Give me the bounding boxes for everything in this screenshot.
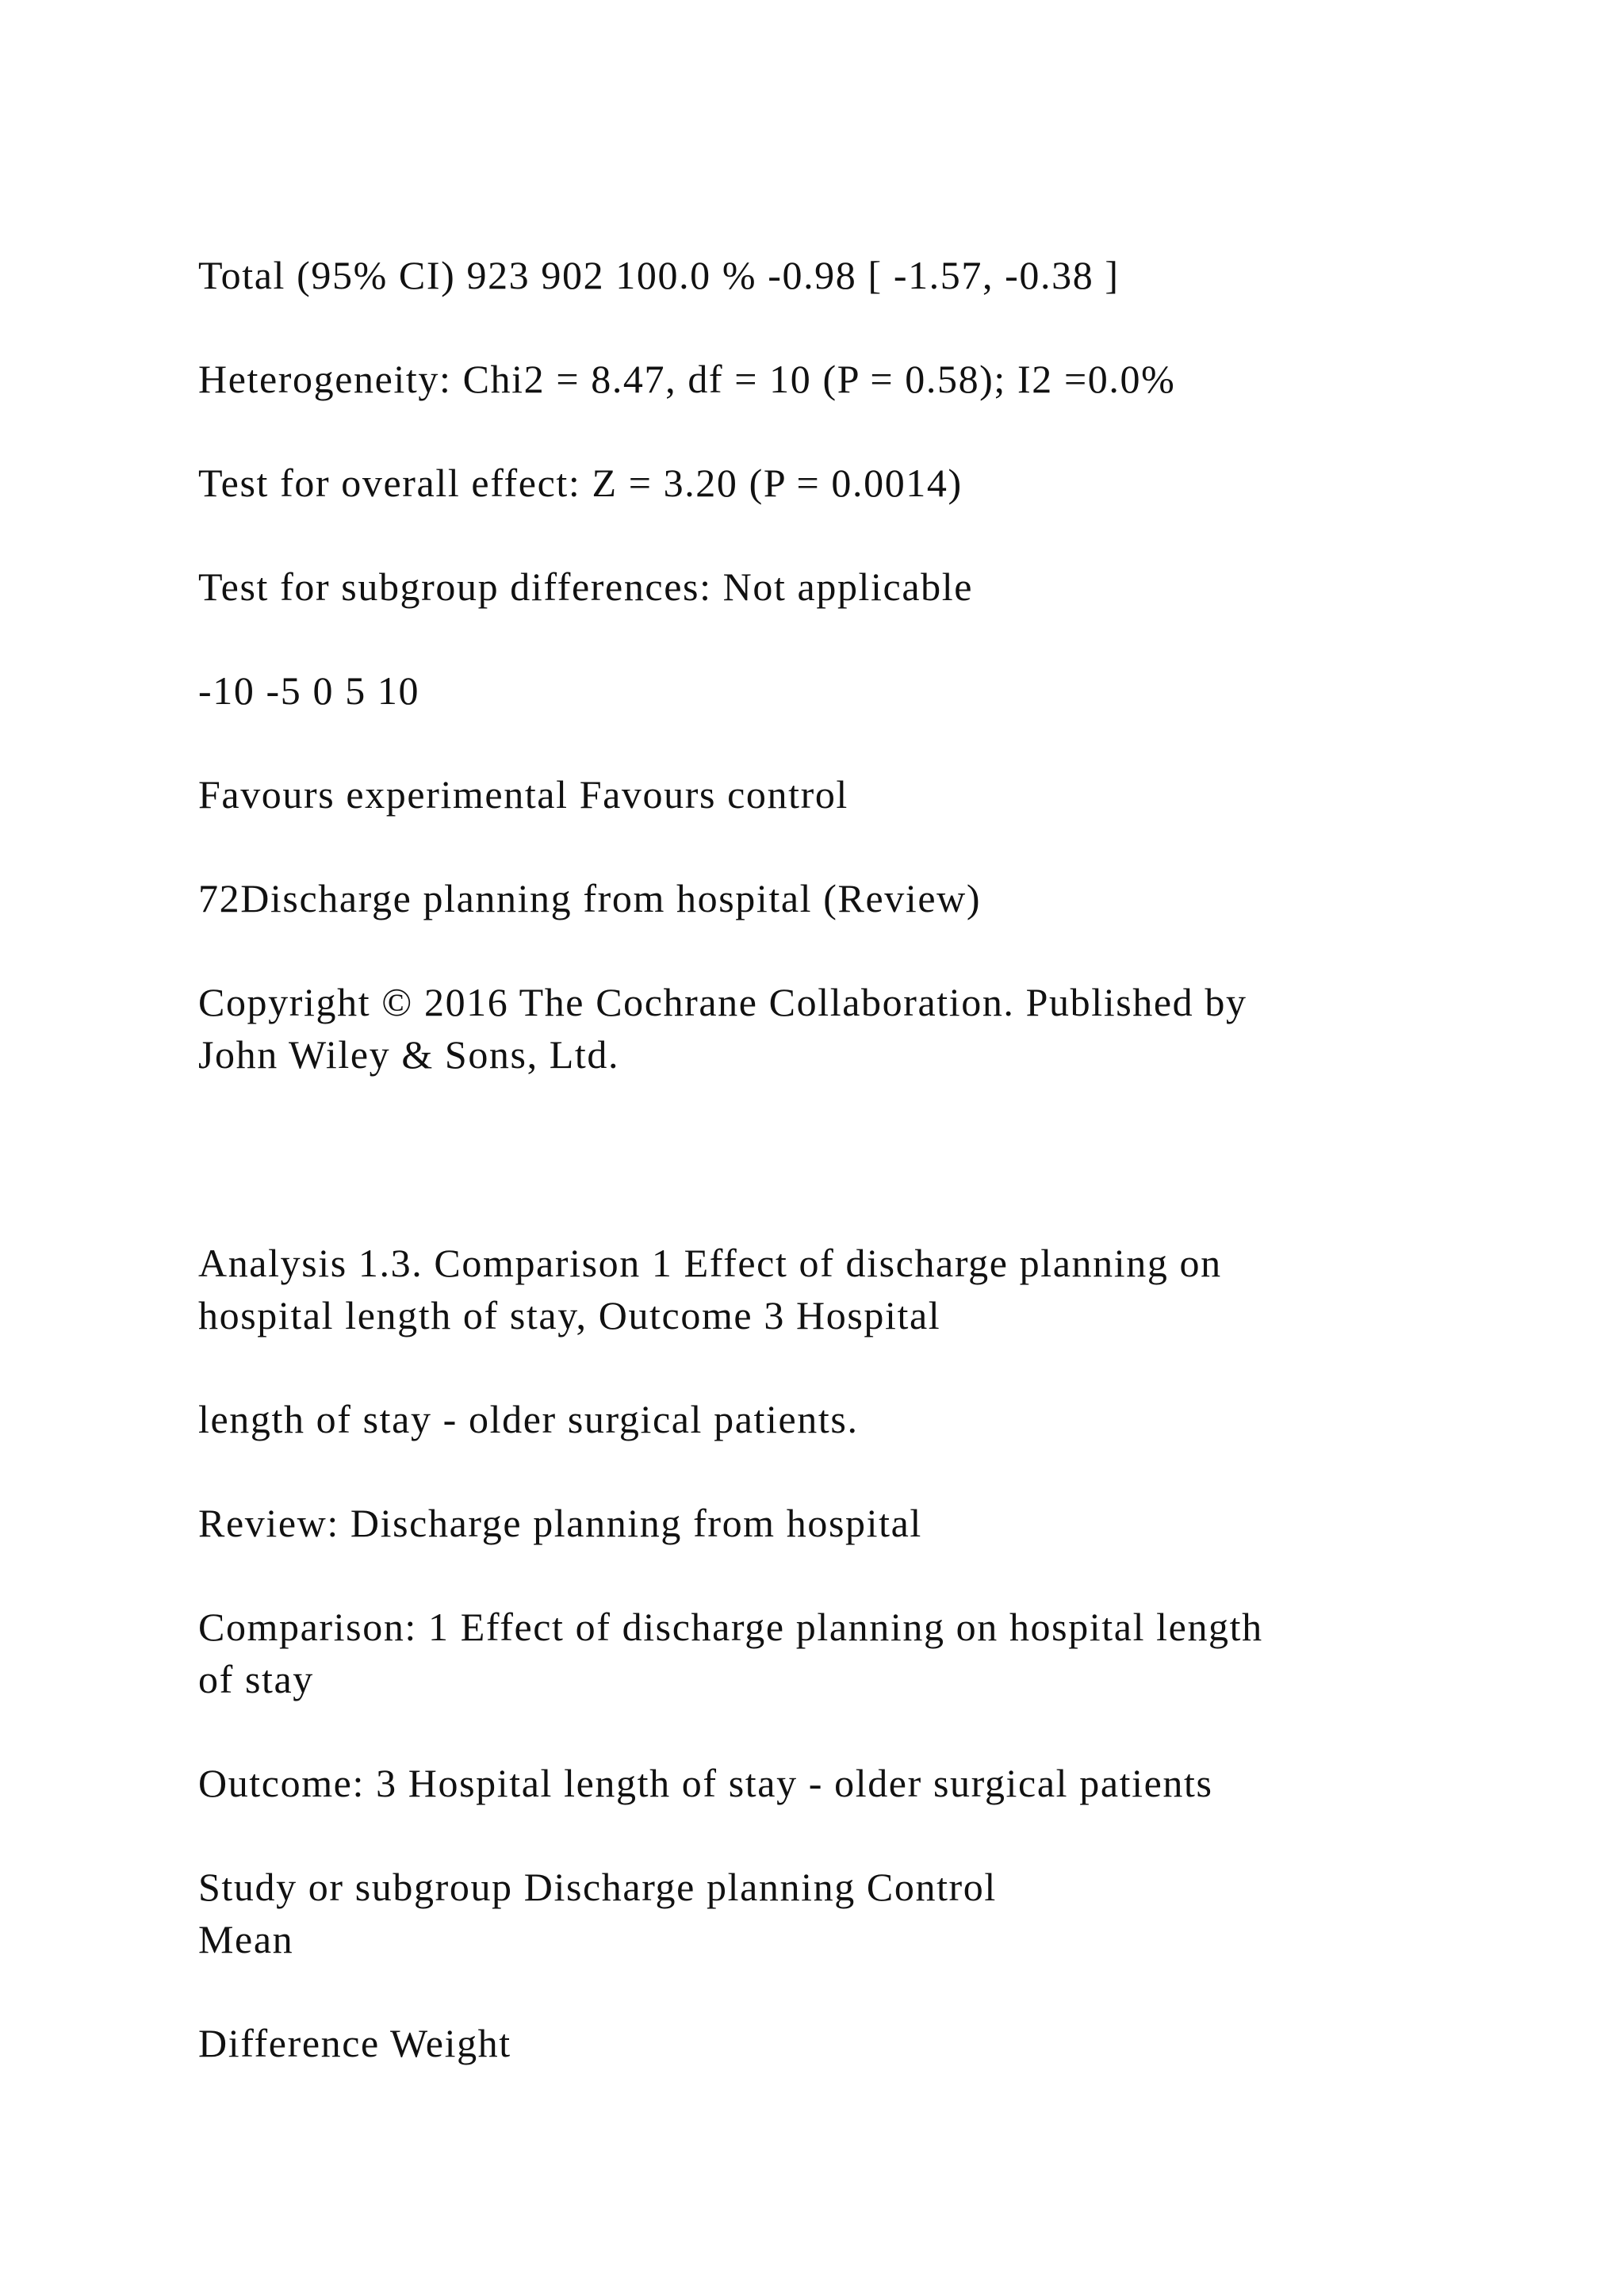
- axis-ticks-line: -10 -5 0 5 10: [198, 668, 420, 713]
- total-ci-line: Total (95% CI) 923 902 100.0 % -0.98 [ -1.57, -0.38 ]: [198, 253, 1120, 297]
- table-header-continued: Difference Weight: [198, 2021, 511, 2065]
- subgroup-differences-line: Test for subgroup differences: Not applicable: [198, 564, 974, 609]
- copyright-notice: Copyright © 2016 The Cochrane Collaboration. Published by John Wiley & Sons, Ltd.: [198, 980, 1247, 1077]
- overall-effect-line: Test for overall effect: Z = 3.20 (P = 0.0014): [198, 461, 963, 505]
- page-footer-title: 72Discharge planning from hospital (Review): [198, 876, 982, 920]
- analysis-heading: Analysis 1.3. Comparison 1 Effect of discharge planning on hospital length of stay, Outcome 3 Hospital: [198, 1241, 1222, 1337]
- heterogeneity-line: Heterogeneity: Chi2 = 8.47, df = 10 (P = 0.58); I2 =0.0%: [198, 357, 1176, 401]
- analysis-heading-continued: length of stay - older surgical patients.: [198, 1397, 859, 1441]
- comparison-line: Comparison: 1 Effect of discharge planning on hospital length of stay: [198, 1605, 1263, 1701]
- review-line: Review: Discharge planning from hospital: [198, 1501, 922, 1545]
- outcome-line: Outcome: 3 Hospital length of stay - older surgical patients: [198, 1761, 1213, 1805]
- favours-line: Favours experimental Favours control: [198, 772, 848, 817]
- table-header-line: Study or subgroup Discharge planning Control Mean: [198, 1865, 997, 1961]
